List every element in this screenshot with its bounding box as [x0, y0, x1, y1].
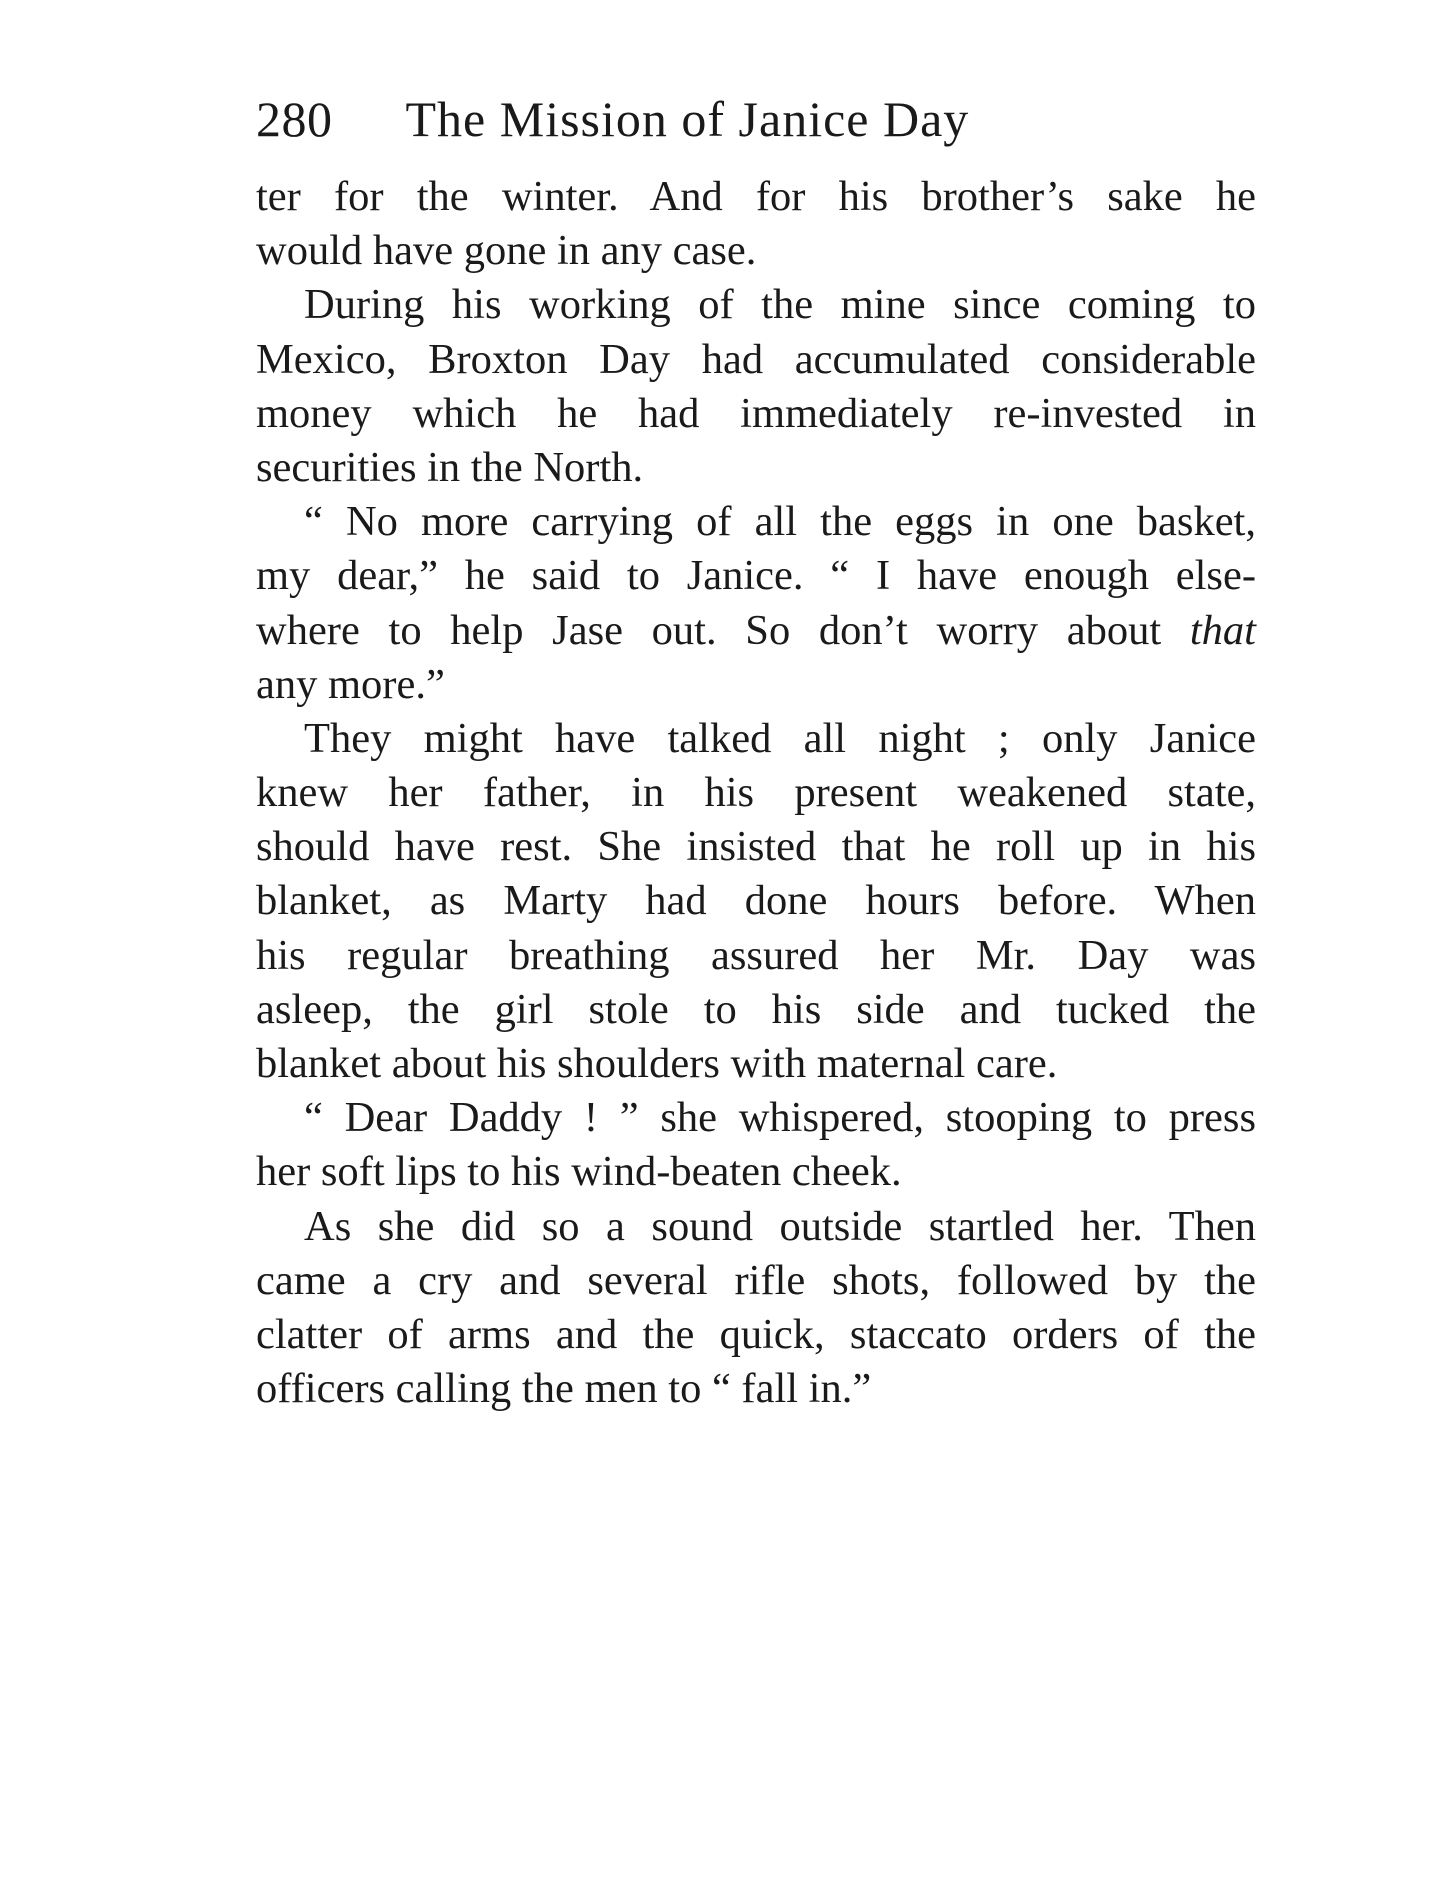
- text-line: securities in the North.: [256, 443, 644, 491]
- body-text: [256, 170, 1256, 1416]
- text-fragment: where to help Jase out. So don’t worry about: [256, 606, 1162, 654]
- text-line: ter for the winter. And for his brother’s sake he: [256, 173, 1256, 220]
- text-line: Mexico, Broxton Day had accumulated considerable: [256, 335, 1256, 383]
- text-line: They might have talked all night ; only Janice: [304, 714, 1256, 762]
- text-line: my dear,” he said to Janice. “ I have enough else-: [256, 552, 1256, 600]
- text-line: clatter of arms and the quick, staccato orders of the: [256, 1310, 1256, 1358]
- text-line: should have rest. She insisted that he roll up in his: [256, 823, 1256, 871]
- text-line: knew her father, in his present weakened state,: [256, 769, 1256, 817]
- text-line: money which he had immediately re-invested in: [256, 389, 1256, 437]
- running-head: [256, 84, 1256, 154]
- text-line: would have gone in any case.: [256, 227, 757, 275]
- text-line: asleep, the girl stole to his side and tucked the: [256, 985, 1256, 1033]
- paragraph: [256, 495, 1256, 712]
- text-line: [256, 604, 1256, 658]
- text-line: officers calling the men to “ fall in.”: [256, 1365, 872, 1413]
- paragraph: [256, 278, 1256, 495]
- text-line: her soft lips to his wind-beaten cheek.: [256, 1148, 902, 1196]
- paragraph: [256, 1091, 1256, 1199]
- text-line: blanket, as Marty had done hours before. When: [256, 877, 1256, 925]
- text-line: any more.”: [256, 660, 445, 708]
- page-number: 280: [256, 91, 333, 147]
- text-line: his regular breathing assured her Mr. Day was: [256, 931, 1256, 979]
- paragraph: [256, 712, 1256, 1091]
- text-line: came a cry and several rifle shots, followed by the: [256, 1256, 1256, 1304]
- text-line: blanket about his shoulders with maternal care.: [256, 1040, 1058, 1087]
- text-line: During his working of the mine since coming to: [304, 281, 1256, 329]
- paragraph: [256, 1200, 1256, 1417]
- text-line: “ Dear Daddy ! ” she whispered, stooping to press: [304, 1094, 1256, 1142]
- text-line: As she did so a sound outside startled her. Then: [304, 1202, 1256, 1250]
- book-title: The Mission of Janice Day: [405, 91, 970, 147]
- text-line: “ No more carrying of all the eggs in one basket,: [304, 498, 1256, 546]
- italic-word: that: [1189, 606, 1256, 654]
- paragraph: [256, 170, 1256, 278]
